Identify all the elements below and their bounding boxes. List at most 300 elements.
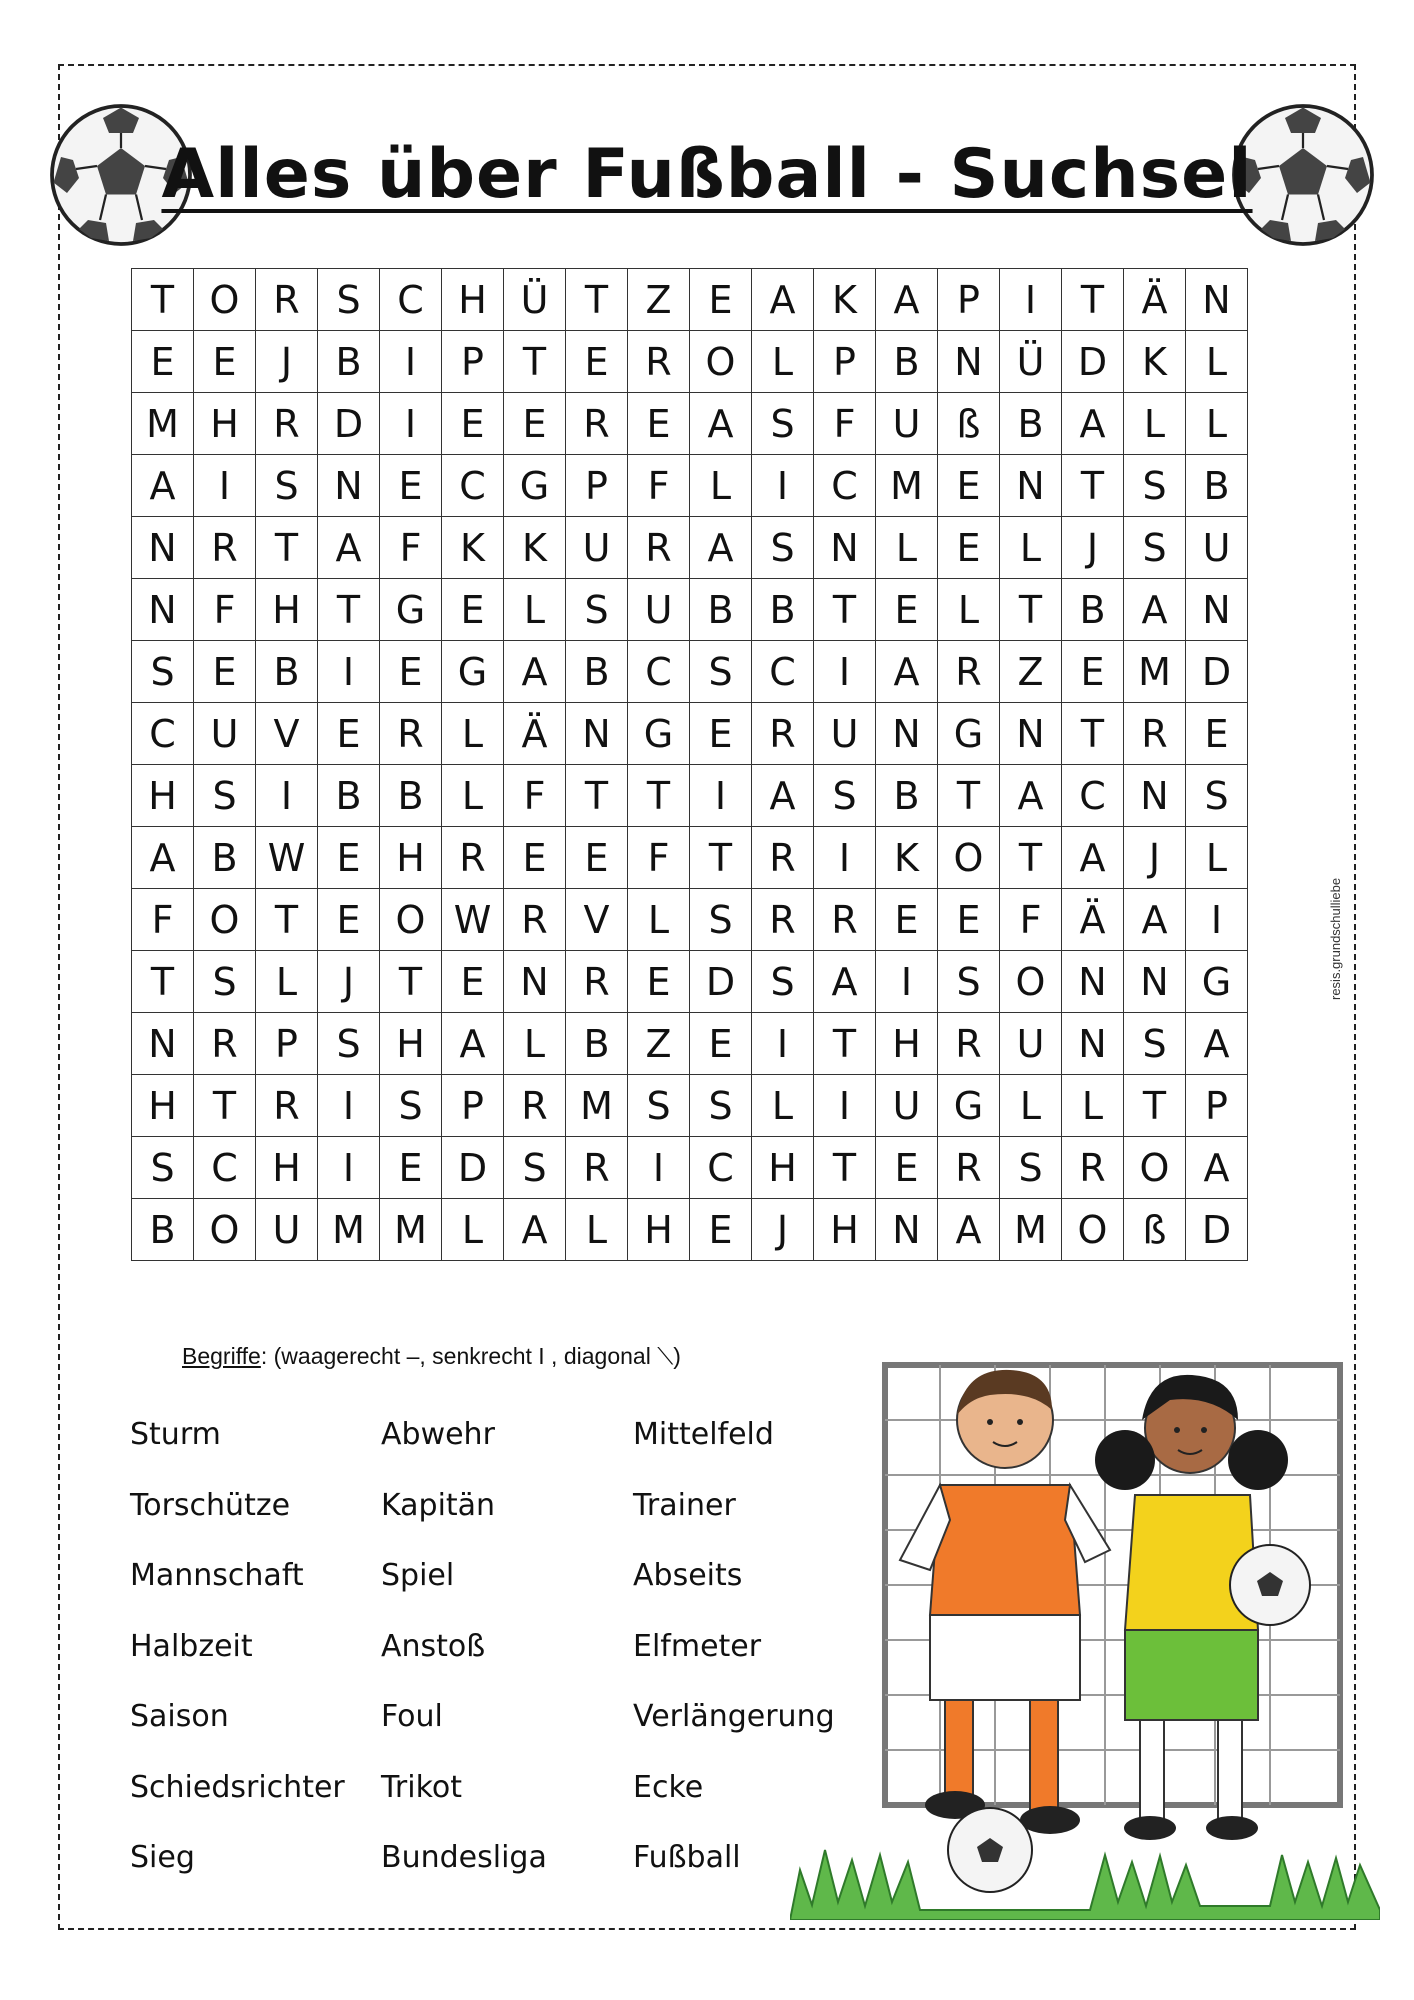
grid-cell: L bbox=[1186, 393, 1248, 455]
grid-cell: R bbox=[256, 393, 318, 455]
grid-cell: A bbox=[318, 517, 380, 579]
grid-cell: R bbox=[566, 1137, 628, 1199]
grid-cell: F bbox=[194, 579, 256, 641]
grid-cell: S bbox=[194, 951, 256, 1013]
grid-cell: O bbox=[194, 269, 256, 331]
grid-cell: K bbox=[504, 517, 566, 579]
grid-cell: S bbox=[1000, 1137, 1062, 1199]
grid-cell: S bbox=[752, 393, 814, 455]
grid-cell: O bbox=[1000, 951, 1062, 1013]
grid-cell: H bbox=[752, 1137, 814, 1199]
grid-cell: E bbox=[566, 827, 628, 889]
grid-cell: R bbox=[256, 1075, 318, 1137]
grid-cell: B bbox=[876, 765, 938, 827]
grid-cell: C bbox=[132, 703, 194, 765]
grid-cell: K bbox=[442, 517, 504, 579]
grid-cell: L bbox=[752, 1075, 814, 1137]
grid-cell: B bbox=[566, 641, 628, 703]
grid-cell: H bbox=[256, 579, 318, 641]
grid-cell: B bbox=[318, 765, 380, 827]
grid-cell: E bbox=[380, 641, 442, 703]
grid-cell: E bbox=[938, 889, 1000, 951]
grid-cell: S bbox=[1124, 1013, 1186, 1075]
grid-cell: M bbox=[380, 1199, 442, 1261]
word-list-column-2 bbox=[381, 1415, 547, 1909]
grid-cell: L bbox=[752, 331, 814, 393]
word-item: Saison bbox=[130, 1699, 229, 1734]
grid-cell: D bbox=[1186, 641, 1248, 703]
grid-cell: U bbox=[566, 517, 628, 579]
word-item: Abwehr bbox=[381, 1417, 495, 1452]
grid-cell: I bbox=[690, 765, 752, 827]
word-item: Trainer bbox=[633, 1487, 736, 1523]
grid-cell: E bbox=[442, 579, 504, 641]
grid-cell: M bbox=[318, 1199, 380, 1261]
grid-cell: P bbox=[938, 269, 1000, 331]
letter-grid bbox=[131, 268, 1248, 1261]
grid-cell: Ä bbox=[1062, 889, 1124, 951]
grid-cell: Ä bbox=[1124, 269, 1186, 331]
grid-cell: J bbox=[318, 951, 380, 1013]
grid-row bbox=[132, 1075, 1248, 1137]
grid-cell: B bbox=[752, 579, 814, 641]
grid-cell: T bbox=[1062, 703, 1124, 765]
credit-text: resis.grundschulliebe bbox=[1328, 877, 1343, 1000]
grid-cell: E bbox=[380, 1137, 442, 1199]
grid-cell: D bbox=[1186, 1199, 1248, 1261]
grid-cell: U bbox=[814, 703, 876, 765]
word-item: Trikot bbox=[381, 1769, 463, 1805]
grid-cell: S bbox=[132, 641, 194, 703]
grid-cell: L bbox=[1000, 1075, 1062, 1137]
page-title: Alles über Fußball - Suchsel bbox=[161, 135, 1253, 214]
grid-row bbox=[132, 1137, 1248, 1199]
grid-cell: N bbox=[1124, 951, 1186, 1013]
grid-cell: R bbox=[1062, 1137, 1124, 1199]
grid-cell: B bbox=[318, 331, 380, 393]
word-item: Foul bbox=[381, 1699, 443, 1734]
grid-cell: O bbox=[194, 1199, 256, 1261]
grid-cell: U bbox=[876, 393, 938, 455]
grid-cell: I bbox=[1186, 889, 1248, 951]
grid-cell: B bbox=[1000, 393, 1062, 455]
grid-cell: F bbox=[814, 393, 876, 455]
grid-cell: O bbox=[380, 889, 442, 951]
grid-cell: C bbox=[194, 1137, 256, 1199]
grid-cell: E bbox=[504, 827, 566, 889]
grid-cell: P bbox=[442, 331, 504, 393]
grid-cell: L bbox=[1186, 827, 1248, 889]
grid-cell: K bbox=[814, 269, 876, 331]
grid-cell: E bbox=[938, 517, 1000, 579]
grid-cell: S bbox=[938, 951, 1000, 1013]
grid-cell: N bbox=[1062, 1013, 1124, 1075]
grid-cell: B bbox=[194, 827, 256, 889]
grid-cell: I bbox=[814, 827, 876, 889]
grid-cell: H bbox=[132, 765, 194, 827]
grid-cell: U bbox=[1000, 1013, 1062, 1075]
grid-cell: L bbox=[504, 579, 566, 641]
grid-cell: E bbox=[442, 393, 504, 455]
grid-cell: N bbox=[938, 331, 1000, 393]
grid-cell: S bbox=[504, 1137, 566, 1199]
grid-cell: I bbox=[194, 455, 256, 517]
grid-cell: A bbox=[876, 269, 938, 331]
grid-cell: E bbox=[938, 455, 1000, 517]
word-item: Schiedsrichter bbox=[130, 1769, 345, 1805]
grid-cell: E bbox=[504, 393, 566, 455]
kids-football-illustration bbox=[790, 1350, 1380, 1920]
grid-cell: P bbox=[814, 331, 876, 393]
grid-cell: S bbox=[752, 951, 814, 1013]
grid-cell: C bbox=[380, 269, 442, 331]
grid-cell: U bbox=[256, 1199, 318, 1261]
grid-cell: B bbox=[1062, 579, 1124, 641]
grid-cell: E bbox=[442, 951, 504, 1013]
grid-cell: S bbox=[194, 765, 256, 827]
soccer-ball-icon bbox=[1230, 1545, 1310, 1625]
word-item: Fußball bbox=[633, 1840, 741, 1875]
grid-cell: S bbox=[318, 1013, 380, 1075]
grid-cell: I bbox=[256, 765, 318, 827]
grid-cell: A bbox=[876, 641, 938, 703]
grid-cell: L bbox=[442, 1199, 504, 1261]
grid-cell: E bbox=[566, 331, 628, 393]
word-item: Verlängerung bbox=[633, 1699, 835, 1734]
grid-cell: S bbox=[318, 269, 380, 331]
grid-cell: Ä bbox=[504, 703, 566, 765]
grid-cell: B bbox=[566, 1013, 628, 1075]
grid-cell: P bbox=[442, 1075, 504, 1137]
grid-cell: K bbox=[876, 827, 938, 889]
grid-cell: L bbox=[876, 517, 938, 579]
grid-cell: L bbox=[938, 579, 1000, 641]
grid-cell: W bbox=[442, 889, 504, 951]
grid-cell: N bbox=[132, 517, 194, 579]
terms-heading bbox=[182, 1343, 681, 1370]
grid-cell: R bbox=[442, 827, 504, 889]
grid-cell: J bbox=[256, 331, 318, 393]
grid-row bbox=[132, 269, 1248, 331]
word-item: Ecke bbox=[633, 1769, 704, 1805]
grid-cell: U bbox=[194, 703, 256, 765]
grid-cell: S bbox=[256, 455, 318, 517]
grid-cell: Ü bbox=[1000, 331, 1062, 393]
grid-cell: S bbox=[566, 579, 628, 641]
grid-cell: G bbox=[938, 703, 1000, 765]
grid-cell: N bbox=[876, 703, 938, 765]
grid-cell: A bbox=[752, 269, 814, 331]
grid-cell: T bbox=[132, 951, 194, 1013]
grid-cell: E bbox=[318, 827, 380, 889]
grass-icon bbox=[790, 1850, 1380, 1920]
grid-row bbox=[132, 331, 1248, 393]
grid-cell: E bbox=[876, 579, 938, 641]
grid-cell: F bbox=[504, 765, 566, 827]
word-item: Sieg bbox=[130, 1840, 195, 1875]
grid-cell: J bbox=[1062, 517, 1124, 579]
grid-cell: N bbox=[132, 1013, 194, 1075]
grid-cell: B bbox=[256, 641, 318, 703]
grid-cell: H bbox=[442, 269, 504, 331]
grid-cell: G bbox=[442, 641, 504, 703]
grid-cell: D bbox=[1062, 331, 1124, 393]
grid-cell: R bbox=[752, 827, 814, 889]
grid-cell: M bbox=[876, 455, 938, 517]
grid-cell: A bbox=[1124, 579, 1186, 641]
grid-cell: ß bbox=[938, 393, 1000, 455]
grid-cell: W bbox=[256, 827, 318, 889]
grid-cell: T bbox=[628, 765, 690, 827]
grid-cell: S bbox=[380, 1075, 442, 1137]
grid-cell: H bbox=[380, 1013, 442, 1075]
grid-cell: S bbox=[132, 1137, 194, 1199]
grid-cell: C bbox=[814, 455, 876, 517]
grid-cell: S bbox=[1186, 765, 1248, 827]
grid-cell: T bbox=[938, 765, 1000, 827]
grid-cell: T bbox=[1000, 579, 1062, 641]
grid-cell: R bbox=[752, 889, 814, 951]
grid-cell: G bbox=[938, 1075, 1000, 1137]
grid-cell: D bbox=[690, 951, 752, 1013]
grid-cell: A bbox=[690, 517, 752, 579]
grid-cell: O bbox=[1124, 1137, 1186, 1199]
grid-cell: R bbox=[628, 517, 690, 579]
grid-cell: M bbox=[1124, 641, 1186, 703]
grid-cell: L bbox=[1186, 331, 1248, 393]
grid-cell: G bbox=[380, 579, 442, 641]
grid-cell: L bbox=[256, 951, 318, 1013]
grid-cell: T bbox=[380, 951, 442, 1013]
grid-cell: E bbox=[690, 1199, 752, 1261]
grid-cell: H bbox=[814, 1199, 876, 1261]
grid-cell: T bbox=[566, 269, 628, 331]
grid-cell: F bbox=[132, 889, 194, 951]
word-item: Anstoß bbox=[381, 1628, 486, 1664]
word-item: Kapitän bbox=[381, 1487, 496, 1523]
grid-cell: I bbox=[752, 1013, 814, 1075]
grid-cell: B bbox=[690, 579, 752, 641]
grid-cell: T bbox=[194, 1075, 256, 1137]
grid-cell: A bbox=[442, 1013, 504, 1075]
grid-cell: R bbox=[194, 517, 256, 579]
grid-cell: N bbox=[1186, 269, 1248, 331]
grid-cell: P bbox=[1186, 1075, 1248, 1137]
grid-cell: J bbox=[1124, 827, 1186, 889]
grid-cell: C bbox=[752, 641, 814, 703]
grid-cell: I bbox=[318, 1075, 380, 1137]
grid-cell: I bbox=[814, 1075, 876, 1137]
grid-cell: I bbox=[752, 455, 814, 517]
grid-cell: A bbox=[132, 827, 194, 889]
grid-cell: A bbox=[690, 393, 752, 455]
grid-cell: B bbox=[876, 331, 938, 393]
grid-cell: B bbox=[380, 765, 442, 827]
grid-cell: I bbox=[814, 641, 876, 703]
grid-cell: F bbox=[380, 517, 442, 579]
grid-cell: A bbox=[1186, 1137, 1248, 1199]
grid-cell: A bbox=[1124, 889, 1186, 951]
grid-cell: T bbox=[1062, 269, 1124, 331]
grid-cell: R bbox=[194, 1013, 256, 1075]
grid-row bbox=[132, 517, 1248, 579]
soccer-ball-icon bbox=[948, 1808, 1032, 1892]
word-item: Mittelfeld bbox=[633, 1417, 774, 1452]
grid-cell: L bbox=[442, 765, 504, 827]
grid-cell: O bbox=[690, 331, 752, 393]
grid-cell: E bbox=[876, 889, 938, 951]
grid-row bbox=[132, 455, 1248, 517]
grid-cell: N bbox=[1062, 951, 1124, 1013]
grid-cell: G bbox=[504, 455, 566, 517]
grid-cell: I bbox=[380, 393, 442, 455]
grid-row bbox=[132, 765, 1248, 827]
grid-row bbox=[132, 1199, 1248, 1261]
grid-cell: L bbox=[1000, 517, 1062, 579]
grid-cell: S bbox=[1124, 517, 1186, 579]
grid-cell: R bbox=[938, 1137, 1000, 1199]
grid-cell: I bbox=[628, 1137, 690, 1199]
grid-cell: D bbox=[318, 393, 380, 455]
grid-cell: B bbox=[1186, 455, 1248, 517]
grid-cell: E bbox=[690, 703, 752, 765]
grid-cell: A bbox=[938, 1199, 1000, 1261]
grid-cell: M bbox=[566, 1075, 628, 1137]
grid-cell: O bbox=[194, 889, 256, 951]
grid-cell: A bbox=[132, 455, 194, 517]
grid-cell: R bbox=[938, 1013, 1000, 1075]
grid-cell: L bbox=[690, 455, 752, 517]
grid-cell: Z bbox=[628, 269, 690, 331]
grid-cell: L bbox=[566, 1199, 628, 1261]
grid-cell: H bbox=[380, 827, 442, 889]
terms-label: Begriffe bbox=[182, 1343, 261, 1369]
grid-cell: I bbox=[380, 331, 442, 393]
grid-cell: S bbox=[628, 1075, 690, 1137]
grid-cell: C bbox=[690, 1137, 752, 1199]
grid-cell: N bbox=[1124, 765, 1186, 827]
grid-cell: R bbox=[566, 393, 628, 455]
grid-cell: A bbox=[1000, 765, 1062, 827]
word-item: Sturm bbox=[130, 1417, 221, 1452]
grid-cell: E bbox=[628, 393, 690, 455]
word-item: Halbzeit bbox=[130, 1628, 253, 1664]
terms-hint: : (waagerecht –, senkrecht I , diagonal ⟍) bbox=[260, 1343, 681, 1369]
grid-cell: E bbox=[132, 331, 194, 393]
grid-cell: D bbox=[442, 1137, 504, 1199]
grid-cell: N bbox=[1186, 579, 1248, 641]
grid-row bbox=[132, 703, 1248, 765]
grid-cell: R bbox=[504, 889, 566, 951]
grid-cell: I bbox=[318, 641, 380, 703]
word-item: Mannschaft bbox=[130, 1558, 304, 1593]
grid-cell: N bbox=[876, 1199, 938, 1261]
grid-cell: N bbox=[566, 703, 628, 765]
grid-cell: M bbox=[132, 393, 194, 455]
grid-cell: T bbox=[566, 765, 628, 827]
grid-cell: R bbox=[814, 889, 876, 951]
grid-cell: S bbox=[752, 517, 814, 579]
grid-cell: A bbox=[1062, 393, 1124, 455]
grid-cell: N bbox=[1000, 703, 1062, 765]
grid-cell: E bbox=[1062, 641, 1124, 703]
grid-cell: A bbox=[752, 765, 814, 827]
grid-cell: R bbox=[504, 1075, 566, 1137]
grid-row bbox=[132, 889, 1248, 951]
grid-cell: I bbox=[1000, 269, 1062, 331]
grid-cell: I bbox=[318, 1137, 380, 1199]
grid-cell: T bbox=[814, 1013, 876, 1075]
grid-cell: H bbox=[628, 1199, 690, 1261]
grid-cell: T bbox=[814, 1137, 876, 1199]
grid-cell: T bbox=[814, 579, 876, 641]
grid-cell: M bbox=[1000, 1199, 1062, 1261]
grid-cell: S bbox=[690, 889, 752, 951]
grid-cell: ß bbox=[1124, 1199, 1186, 1261]
grid-cell: A bbox=[504, 1199, 566, 1261]
grid-cell: L bbox=[504, 1013, 566, 1075]
grid-cell: E bbox=[876, 1137, 938, 1199]
word-list-column-1 bbox=[130, 1415, 345, 1909]
grid-cell: T bbox=[132, 269, 194, 331]
grid-cell: A bbox=[814, 951, 876, 1013]
grid-cell: Z bbox=[628, 1013, 690, 1075]
grid-row bbox=[132, 579, 1248, 641]
grid-cell: H bbox=[876, 1013, 938, 1075]
grid-cell: Ü bbox=[504, 269, 566, 331]
grid-row bbox=[132, 1013, 1248, 1075]
grid-cell: B bbox=[132, 1199, 194, 1261]
grid-row bbox=[132, 641, 1248, 703]
grid-cell: E bbox=[318, 703, 380, 765]
grid-cell: L bbox=[1062, 1075, 1124, 1137]
grid-cell: R bbox=[1124, 703, 1186, 765]
grid-cell: N bbox=[132, 579, 194, 641]
grid-cell: T bbox=[1062, 455, 1124, 517]
grid-cell: T bbox=[256, 889, 318, 951]
grid-cell: U bbox=[628, 579, 690, 641]
word-item: Abseits bbox=[633, 1558, 743, 1593]
grid-cell: N bbox=[814, 517, 876, 579]
grid-cell: R bbox=[938, 641, 1000, 703]
grid-cell: F bbox=[628, 827, 690, 889]
grid-cell: E bbox=[690, 1013, 752, 1075]
grid-cell: G bbox=[628, 703, 690, 765]
grid-cell: T bbox=[504, 331, 566, 393]
grid-cell: L bbox=[442, 703, 504, 765]
grid-cell: R bbox=[380, 703, 442, 765]
grid-cell: L bbox=[1124, 393, 1186, 455]
grid-cell: U bbox=[876, 1075, 938, 1137]
grid-cell: R bbox=[752, 703, 814, 765]
grid-cell: K bbox=[1124, 331, 1186, 393]
word-item: Torschütze bbox=[130, 1487, 291, 1523]
grid-row bbox=[132, 393, 1248, 455]
grid-cell: T bbox=[1000, 827, 1062, 889]
word-item: Elfmeter bbox=[633, 1628, 762, 1664]
word-item: Spiel bbox=[381, 1558, 455, 1593]
grid-cell: G bbox=[1186, 951, 1248, 1013]
grid-cell: J bbox=[752, 1199, 814, 1261]
grid-cell: E bbox=[318, 889, 380, 951]
grid-cell: P bbox=[566, 455, 628, 517]
grid-cell: U bbox=[1186, 517, 1248, 579]
grid-cell: E bbox=[690, 269, 752, 331]
grid-cell: V bbox=[256, 703, 318, 765]
grid-cell: S bbox=[1124, 455, 1186, 517]
grid-cell: A bbox=[504, 641, 566, 703]
grid-cell: S bbox=[690, 1075, 752, 1137]
